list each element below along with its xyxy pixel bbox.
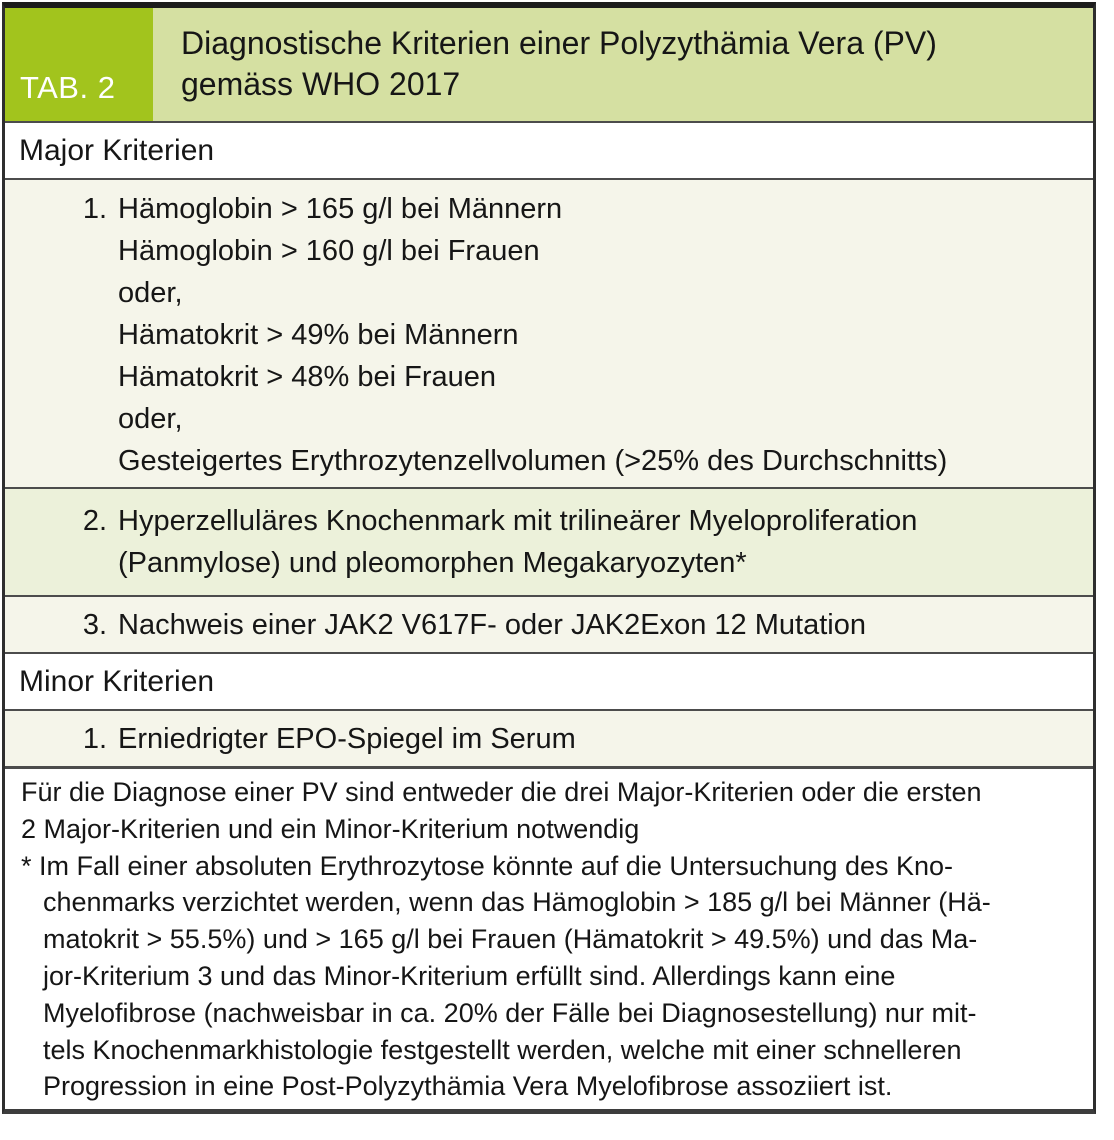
- criterion-line: Hämatokrit > 48% bei Frauen: [118, 361, 496, 393]
- minor-item-1: [5, 709, 1093, 766]
- footnote-line: Progression in eine Post-Polyzythämia Vera Myelofibrose assoziiert ist.: [43, 1071, 893, 1102]
- table-header: [5, 8, 1093, 121]
- minor-criteria-heading: Minor Kriterien: [5, 652, 1093, 709]
- major-item-3-number: 3.: [82, 609, 107, 641]
- major-item-2: [5, 487, 1093, 595]
- major-criteria-heading: Major Kriterien: [5, 121, 1093, 178]
- major-item-2-number: 2.: [82, 505, 107, 537]
- major-item-3: [5, 595, 1093, 652]
- criterion-line: oder,: [118, 277, 183, 309]
- footnote-line: matokrit > 55.5%) und > 165 g/l bei Frauen (Hämatokrit > 49.5%) und das Ma-: [43, 924, 978, 955]
- pv-criteria-table: [2, 2, 1096, 1114]
- criterion-line: Hämoglobin > 160 g/l bei Frauen: [118, 235, 540, 267]
- footnote-line: * Im Fall einer absoluten Erythrozytose könnte auf die Untersuchung des Kno-: [21, 850, 954, 881]
- footnote-line: Myelofibrose (nachweisbar in ca. 20% der Fälle bei Diagnosestellung) nur mit-: [43, 997, 977, 1028]
- table-title-line2: gemäss WHO 2017: [181, 66, 461, 102]
- major-item-3-text: [107, 604, 866, 646]
- criterion-line: Nachweis einer JAK2 V617F- oder JAK2Exon 12 Mutation: [118, 609, 866, 641]
- criterion-line: (Panmylose) und pleomorphen Megakaryozyten*: [118, 547, 747, 579]
- footnote-line: Für die Diagnose einer PV sind entweder die drei Major-Kriterien oder die ersten: [21, 777, 982, 807]
- footnote-line: tels Knochenmarkhistologie festgestellt werden, welche mit einer schnelleren: [43, 1034, 962, 1065]
- table-title-line1: Diagnostische Kriterien einer Polyzythämia Vera (PV): [181, 25, 937, 61]
- criterion-line: Gesteigertes Erythrozytenzellvolumen (>25% des Durchschnitts): [118, 445, 948, 477]
- criterion-line: Erniedrigter EPO-Spiegel im Serum: [118, 723, 576, 755]
- major-item-1: [5, 178, 1093, 487]
- criterion-line: Hämatokrit > 49% bei Männern: [118, 319, 519, 351]
- footnote-line: jor-Kriterium 3 und das Minor-Kriterium erfüllt sind. Allerdings kann eine: [43, 960, 896, 991]
- criterion-line: Hyperzelluläres Knochenmark mit trilineärer Myeloproliferation: [118, 505, 918, 537]
- major-item-1-number: 1.: [82, 193, 107, 225]
- footnote: [5, 766, 1093, 1109]
- major-item-1-text: [107, 188, 947, 482]
- table-number-badge: [5, 8, 153, 121]
- footnote-line: 2 Major-Kriterien und ein Minor-Kriterium notwendig: [21, 813, 640, 844]
- table-title: [153, 8, 1093, 121]
- minor-item-1-number: 1.: [82, 723, 107, 755]
- criterion-line: Hämoglobin > 165 g/l bei Männern: [118, 193, 563, 225]
- footnote-line: chenmarks verzichtet werden, wenn das Hämoglobin > 185 g/l bei Männer (Hä-: [43, 887, 991, 918]
- minor-item-1-text: [107, 718, 576, 760]
- table-number-label: TAB. 2: [20, 70, 116, 105]
- criterion-line: oder,: [118, 403, 183, 435]
- major-item-2-text: [107, 500, 917, 584]
